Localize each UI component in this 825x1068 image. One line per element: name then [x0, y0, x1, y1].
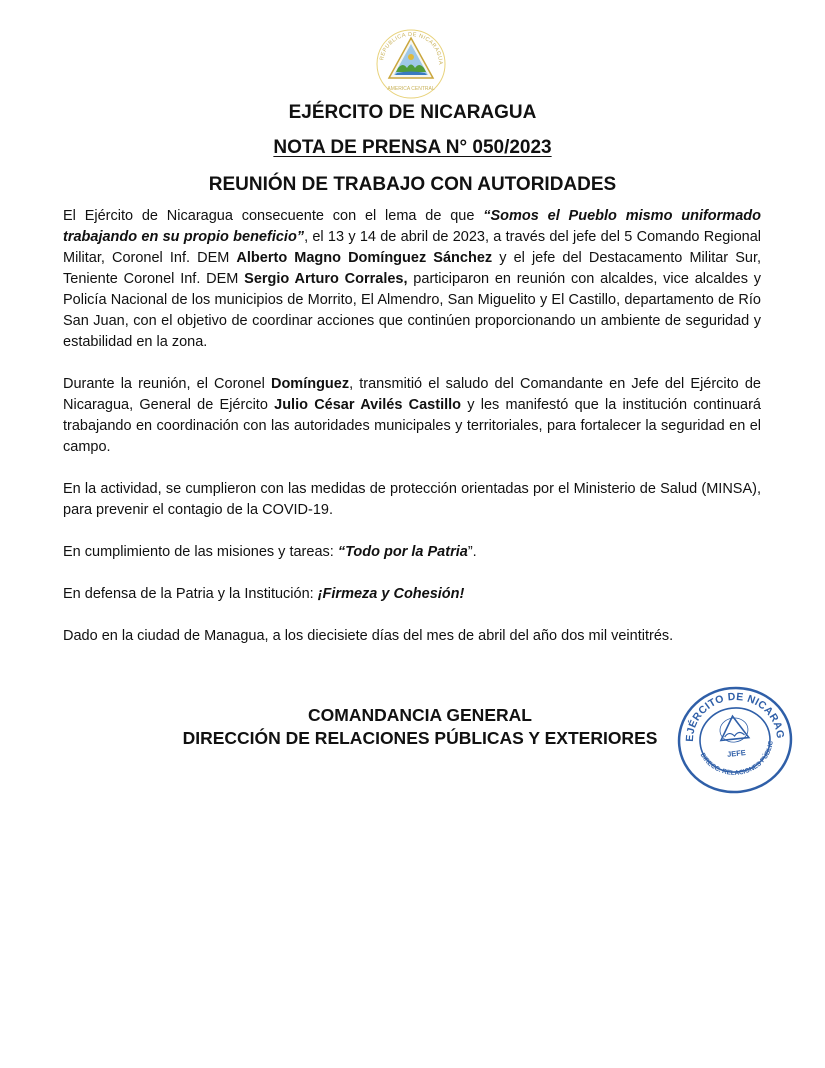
- motto: “Todo por la Patria: [337, 544, 468, 560]
- official-stamp-icon: [676, 685, 794, 795]
- press-note-number: [0, 136, 825, 160]
- stamp-bottom-text: DIRECC. RELACIONES PÚBLICAS: [698, 740, 775, 777]
- motto: ¡Firmeza y Cohesión!: [317, 586, 465, 602]
- paragraph-3: En la actividad, se cumplieron con las medidas de protección orientadas por el Ministerio de Salud (MINSA), para prevenir el contagio de la COVID-19.: [63, 481, 761, 518]
- svg-text:AMERICA CENTRAL: AMERICA CENTRAL: [387, 86, 435, 92]
- svg-text:REPUBLICA DE NICARAGUA: REPUBLICA DE NICARAGUA: [379, 31, 444, 66]
- text: , el 13 y 14 de abril de 2023, a través del jefe del 5 Comando Regional Militar, Coronel Inf. DEM: [63, 229, 761, 266]
- press-note-number-text: NOTA DE PRENSA N° 050/2023: [273, 137, 552, 158]
- person-name: Julio César Avilés Castillo: [274, 397, 462, 413]
- signature-line-2: DIRECCIÓN DE RELACIONES PÚBLICAS Y EXTERIORES: [182, 728, 658, 748]
- organization-name: EJÉRCITO DE NICARAGUA: [288, 102, 537, 123]
- nicaragua-coat-of-arms-icon: [371, 24, 451, 104]
- text: En defensa de la Patria y la Institución:: [63, 586, 318, 602]
- document-title: REUNIÓN DE TRABAJO CON AUTORIDADES: [208, 174, 617, 195]
- text: En cumplimiento de las misiones y tareas:: [63, 544, 338, 560]
- paragraph-5: [63, 584, 761, 605]
- signature-line-1: COMANDANCIA GENERAL: [308, 705, 532, 725]
- text: ”.: [467, 544, 477, 560]
- stamp-top-text: EJÉRCITO DE NICARAGUA: [683, 690, 787, 743]
- person-name: Sergio Arturo Corrales,: [244, 271, 408, 287]
- paragraph-1: [63, 206, 761, 353]
- person-name: Domínguez: [270, 376, 350, 392]
- text: y el jefe del Destacamento Militar Sur, Teniente Coronel Inf. DEM: [63, 250, 761, 287]
- paragraph-6: Dado en la ciudad de Managua, a los diecisiete días del mes de abril del año dos mil veintitrés.: [63, 628, 674, 644]
- text: y les manifestó que la institución continuará trabajando en coordinación con las autoridades municipales y territoriales, para fortalecer la seguridad en el campo.: [63, 397, 761, 455]
- text: Durante la reunión, el Coronel: [63, 376, 271, 392]
- stamp-center-text: JEFE: [726, 747, 747, 759]
- paragraph-4: [63, 542, 761, 563]
- person-name: Alberto Magno Domínguez Sánchez: [236, 250, 493, 266]
- text: El Ejército de Nicaragua consecuente con el lema de que: [63, 208, 484, 224]
- paragraph-2: [63, 374, 761, 458]
- text: participaron en reunión con alcaldes, vice alcaldes y Policía Nacional de los municipios de Morrito, El Almendro, San Miguelito y El Castillo, departamento de Río San Juan, con el objetivo de coordinar acciones que continúen proporcionando un ambiente de seguridad y estabilidad en la zona.: [63, 271, 761, 350]
- text: , transmitió el saludo del Comandante en Jefe del Ejército de Nicaragua, General de Ejército: [63, 376, 761, 413]
- signature-block: [120, 704, 720, 750]
- motto: “Somos el Pueblo mismo uniformado trabajando en su propio beneficio”: [63, 208, 761, 245]
- document-body: [63, 206, 761, 647]
